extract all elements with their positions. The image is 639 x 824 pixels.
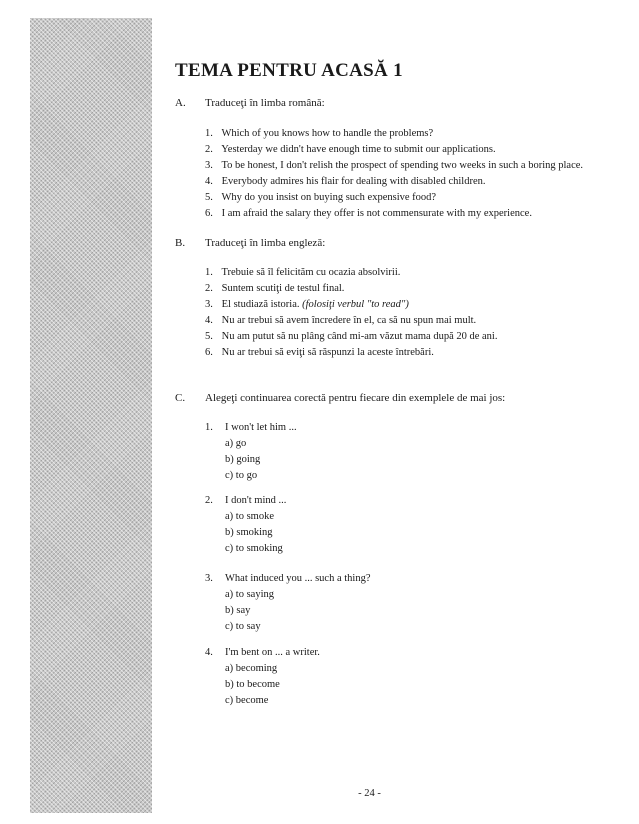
answer-option: a) go: [225, 438, 247, 449]
section-a-item: 6. I am afraid the salary they offer is not commensurate with my experience.: [205, 208, 532, 219]
question-item: 4. I'm bent on ... a writer.: [205, 647, 320, 658]
section-a-item: 5. Why do you insist on buying such expensive food?: [205, 192, 437, 203]
answer-option: a) to smoke: [225, 511, 274, 522]
section-b-item: 5. Nu am putut să nu plâng când mi-am văzut mama după 20 de ani.: [205, 331, 498, 342]
page-number: - 24 -: [358, 788, 381, 799]
answer-option: b) going: [225, 454, 261, 465]
question-item: 3. What induced you ... such a thing?: [205, 573, 371, 584]
instruction-note: (folosiţi verbul "to read"): [302, 299, 409, 310]
section-a-item: 2. Yesterday we didn't have enough time to submit our applications.: [205, 144, 496, 155]
section-b-item: 3. El studiază istoria. (folosiţi verbul "to read"): [205, 299, 409, 310]
answer-option: a) to saying: [225, 589, 274, 600]
section-a-heading: Traduceţi în limba română:: [205, 97, 325, 109]
page-title: TEMA PENTRU ACASĂ 1: [175, 60, 403, 81]
section-b-item: 4. Nu ar trebui să avem încredere în el, ca să nu spun mai mult.: [205, 315, 477, 326]
answer-option: c) to say: [225, 621, 261, 632]
section-c-heading: Alegeţi continuarea corectă pentru fiecare din exemplele de mai jos:: [205, 392, 506, 404]
section-a-letter: A.: [175, 97, 186, 109]
question-item: 2. I don't mind ...: [205, 495, 287, 506]
section-b-letter: B.: [175, 237, 186, 249]
section-b-heading: Traduceţi în limba engleză:: [205, 237, 326, 249]
answer-option: c) to smoking: [225, 543, 283, 554]
answer-option: a) becoming: [225, 663, 278, 674]
question-item: 1. I won't let him ...: [205, 422, 297, 433]
answer-option: c) to go: [225, 470, 258, 481]
answer-option: c) become: [225, 695, 269, 706]
answer-option: b) smoking: [225, 527, 273, 538]
section-a-item: 4. Everybody admires his flair for dealing with disabled children.: [205, 176, 486, 187]
section-a-item: 1. Which of you knows how to handle the problems?: [205, 128, 434, 139]
section-b-item: 6. Nu ar trebui să eviţi să răspunzi la aceste întrebări.: [205, 347, 434, 358]
section-c-letter: C.: [175, 392, 186, 404]
answer-option: b) to become: [225, 679, 280, 690]
section-b-item: 2. Suntem scutiţi de testul final.: [205, 283, 345, 294]
section-a-item: 3. To be honest, I don't relish the prospect of spending two weeks in such a boring place.: [205, 160, 584, 171]
decorative-side-band: [30, 18, 152, 813]
section-b-item: 1. Trebuie să îl felicităm cu ocazia absolvirii.: [205, 267, 401, 278]
answer-option: b) say: [225, 605, 251, 616]
